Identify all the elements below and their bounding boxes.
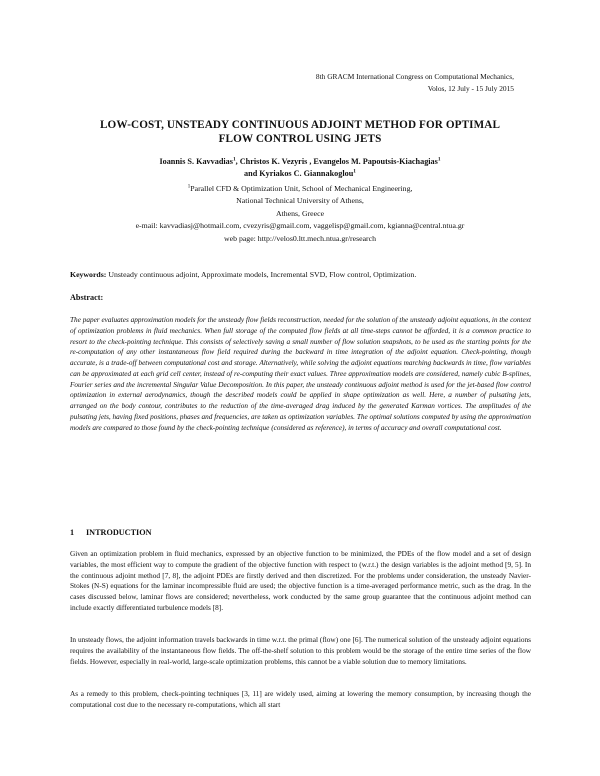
keywords-label: Keywords: xyxy=(70,270,107,279)
author-vezyris: , Christos K. Vezyris xyxy=(235,157,308,166)
section-title: INTRODUCTION xyxy=(86,528,152,537)
author-line-1 xyxy=(70,156,530,168)
conference-name: 8th GRACM International Congress on Computational Mechanics, xyxy=(315,72,514,81)
author-line-2 xyxy=(70,168,530,180)
author-affiliation-mark: 1 xyxy=(353,168,356,175)
affiliation-mark: 1 xyxy=(187,183,191,190)
author-kavvadias: Ioannis S. Kavvadias xyxy=(159,157,233,166)
author-affiliation-mark: 1 xyxy=(232,156,236,163)
paper-title-line-1: LOW-COST, UNSTEADY CONTINUOUS ADJOINT METHOD FOR OPTIMAL xyxy=(100,119,500,131)
keywords-text: Unsteady continuous adjoint, Approximate models, Incremental SVD, Flow control, Optimization. xyxy=(106,270,417,279)
author-giannakoglou: and Kyriakos C. Giannakoglou xyxy=(244,169,354,178)
intro-paragraph-3: As a remedy to this problem, check-pointing techniques [3, 11] are widely used, aiming at lowering the memory consumption, by increasing though the computational cost due to the necessary re-computations, which all start xyxy=(70,689,531,709)
abstract-text: The paper evaluates approximation models for the unsteady flow fields reconstruction, needed for the solution of the unsteady adjoint equations, in the context of optimization problems in fluid mechanics. When full storage of the computed flow fields at all time-steps cannot be afforded, it is a common practice to resort to the check-pointing technique. This consists of selectively saving a small number of flow solution snapshots, to be used as the starting points for the re-computation of any other instantaneous flow field required during the backward in time integration of the adjoint equation. Check-pointing, though accurate, is a trade-off between computational cost and storage. Alternatively, while solving the adjoint equations marching backwards in time, flow variables can be approximated at each grid cell center, instead of re-computing their exact values. Three approximation models are considered, namely cubic B-splines, Fourier series and the incremental Singular Value Decomposition. In this paper, the unsteady continuous adjoint method is used for the jet-based flow control optimization in external aerodynamics, though the described models could be applied in shape optimization as well. Here, a number of pulsating jets, arranged on the body contour, contributes to the reduction of the time-averaged drag induced by the generated Karman vortices. The amplitudes of the pulsating jets, having fixed positions, phases and frequencies, are taken as optimization variables. The optimal solutions computed by using the approximation models are compared to those found by the check-pointing technique (considered as reference), in terms of accuracy and overall computational cost. xyxy=(70,316,531,432)
affiliation-webpage: web page: http://velos0.ltt.mech.ntua.gr/research xyxy=(224,233,376,243)
conference-location-dates: Volos, 12 July - 15 July 2015 xyxy=(427,84,514,93)
intro-paragraph-2: In unsteady flows, the adjoint information travels backwards in time w.r.t. the primal (flow) one [6]. The numerical solution of the unsteady adjoint equations requires the availability of the instantaneous flow fields. The off-the-shelf solution to this problem would be the storage of the entire time series of the flow fields. However, especially in real-world, large-scale optimization problems, this cannot be a viable solution due to memory limitations. xyxy=(70,635,531,666)
author-papoutsis-kiachagias: , Evangelos M. Papoutsis-Kiachagias xyxy=(307,157,438,166)
keywords-line xyxy=(70,269,530,281)
affiliation-university: National Technical University of Athens, xyxy=(236,196,364,206)
paper-title-line-2: FLOW CONTROL USING JETS xyxy=(218,133,382,145)
section-heading-introduction xyxy=(70,527,152,539)
affiliation-block xyxy=(70,183,530,245)
abstract-heading: Abstract: xyxy=(70,293,104,302)
conference-header xyxy=(316,71,514,95)
author-list xyxy=(70,156,530,180)
paper-title xyxy=(70,118,530,146)
affiliation-email: e-mail: kavvadiasj@hotmail.com, cvezyris@gmail.com, vaggelisp@gmail.com, kgianna@central.ntua.gr xyxy=(135,221,465,231)
author-affiliation-mark: 1 xyxy=(437,156,441,163)
affiliation-unit: $^1$Parallel CFD & Optimization Unit, School of Mechanical Engineering, xyxy=(187,183,413,193)
section-number: 1 xyxy=(70,528,75,537)
affiliation-city: Athens, Greece xyxy=(275,208,325,218)
intro-paragraph-1: Given an optimization problem in fluid mechanics, expressed by an objective function to be minimized, the PDEs of the flow model and a set of design variables, the most efficient way to compute the gradient of the objective function with respect to (w.r.t.) the design variables is the adjoint method [9, 5]. In the continuous adjoint method [7, 8], the adjoint PDEs are firstly derived and then discretized. For the problems under consideration, the unsteady Navier-Stokes (N-S) equations for the laminar incompressible fluid are used; the objective function is a time-averaged performance metric, such as the drag. In the cases discussed below, laminar flows are considered; nevertheless, work conducted by the same group guarantee that the continuous adjoint method can include exactly differentiated turbulence models [8]. xyxy=(70,549,531,612)
